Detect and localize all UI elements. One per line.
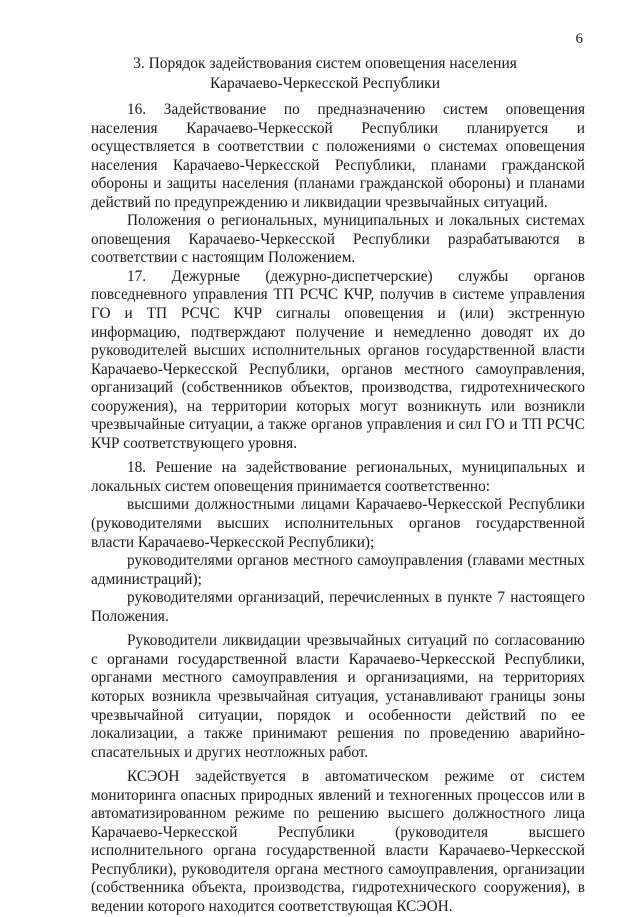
paragraph-17: 17. Дежурные (дежурно-диспетчерские) службы органов повседневного управления ТП РСЧС КЧР, получив в системе управления ГО и ТП РСЧС КЧР сигналы оповещения и (или) экстренную информацию, подтверждают получение и немедленно доводят их до руководителей высших исполнительных органов государственной власти Карачаево-Черкесской Республики, органов местного самоуправления, организаций (собственников объектов, производства, гидротехнического сооружения), на территории которых могут возникнуть или возникли чрезвычайные ситуации, а также органов управления и сил ГО и ТП РСЧС КЧР соответствующего уровня.: [91, 267, 585, 452]
paragraph-emergency-leaders: Руководители ликвидации чрезвычайных ситуаций по согласованию с органами государственной власти Карачаево-Черкесской Республики, органами местного самоуправления и организациями, на территориях которых возникла чрезвычайная ситуация, устанавливают границы зоны чрезвычайной ситуации, порядок и особенности действий по ее локализации, а также принимают решения по проведению аварийно-спасательных и других неотложных работ.: [91, 632, 585, 761]
paragraph-regulations: Положения о региональных, муниципальных и локальных системах оповещения Карачаево-Черкесской Республики разрабатываются в соответствии с настоящим Положением.: [91, 212, 585, 267]
list-item-highest-officials: высшими должностными лицами Карачаево-Черкесской Республики (руководителями высших исполнительных органов государственной власти Карачаево-Черкесской Республики);: [91, 496, 585, 551]
section-heading-line-1: 3. Порядок задействования систем оповещения населения: [133, 55, 517, 72]
section-heading: [90, 54, 560, 94]
list-item-organizations: руководителями организаций, перечисленных в пункте 7 настоящего Положения.: [91, 589, 585, 625]
paragraph-18: 18. Решение на задействование региональных, муниципальных и локальных систем оповещения принимается соответственно:: [91, 459, 585, 495]
paragraph-16: 16. Задействование по предназначению систем оповещения населения Карачаево-Черкесской Республики планируется и осуществляется в соответствии с положениями о системах оповещения населения Карачаево-Черкесской Республики, планами гражданской обороны и защиты населения (планами гражданской обороны) и планами действий по предупреждению и ликвидации чрезвычайных ситуаций.: [91, 101, 585, 211]
document-body: [91, 101, 585, 917]
page-number: 6: [575, 31, 583, 47]
paragraph-kseon: КСЭОН задействуется в автоматическом режиме от систем мониторинга опасных природных явлений и техногенных процессов или в автоматизированном режиме по решению высшего должностного лица Карачаево-Черкесской Республики (руководителя высшего исполнительного органа государственной власти Карачаево-Черкесской Республики), руководителя органа местного самоуправления, организации (собственника объекта, производства, гидротехнического сооружения), в ведении которого находится соответствующая КСЭОН.: [91, 768, 585, 915]
list-item-local-government: руководителями органов местного самоуправления (главами местных администраций);: [91, 552, 585, 588]
section-heading-line-2: Карачаево-Черкесской Республики: [210, 75, 440, 92]
